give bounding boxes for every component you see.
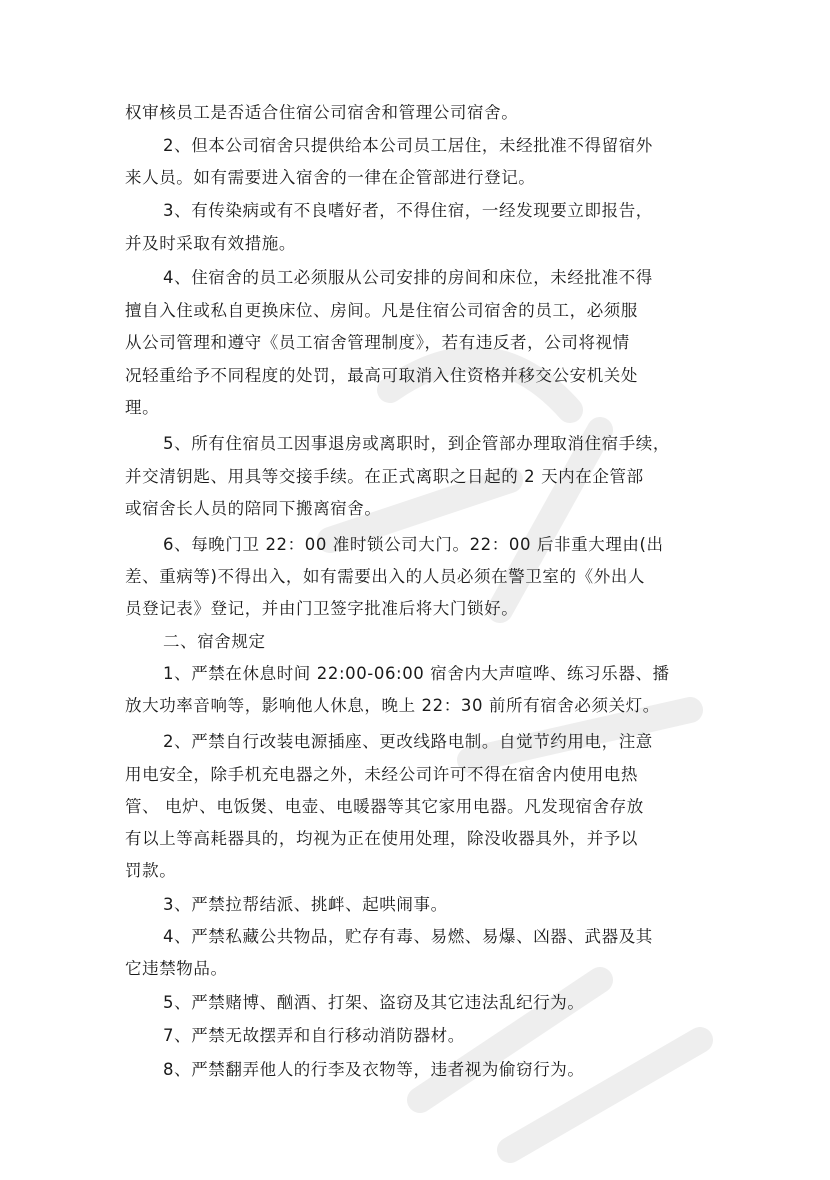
text-line: 6、每晚门卫 22：00 准时锁公司大门。22：00 后非重大理由(出: [163, 535, 664, 554]
text-line: 4、住宿舍的员工必须服从公司安排的房间和床位，未经批准不得: [163, 268, 653, 287]
text-line: 差、重病等)不得出入，如有需要出入的人员必须在警卫室的《外出人: [125, 567, 646, 586]
text-line: 从公司管理和遵守《员工宿舍管理制度》，若有违反者，公司将视情: [125, 333, 630, 352]
text-line: 并交清钥匙、用具等交接手续。在正式离职之日起的 2 天内在企管部: [125, 467, 644, 486]
text-line: 并及时采取有效措施。: [125, 234, 296, 253]
text-line: 用电安全，除手机充电器之外，未经公司许可不得在宿舍内使用电热: [125, 765, 638, 784]
text-line: 4、严禁私藏公共物品，贮存有毒、易燃、易爆、凶器、武器及其: [163, 927, 653, 946]
text-line: 况轻重给予不同程度的处罚，最高可取消入住资格并移交公安机关处: [125, 366, 638, 385]
text-line: 有以上等高耗器具的，均视为正在使用处理，除没收器具外，并予以: [125, 829, 638, 848]
text-line: 权审核员工是否适合住宿公司宿舍和管理公司宿舍。: [125, 103, 519, 122]
text-line: 理。: [125, 398, 160, 417]
text-line: 放大功率音响等，影响他人休息，晚上 22：30 前所有宿舍必须关灯。: [125, 696, 660, 715]
text-line: 擅自入住或私自更换床位、房间。凡是住宿公司宿舍的员工，必须服: [125, 301, 638, 320]
section-heading: 二、宿舍规定: [163, 632, 266, 651]
text-line: 管、 电炉、电饭煲、电壶、电暖器等其它家用电器。凡发现宿舍存放: [125, 797, 644, 816]
text-line: 1、严禁在休息时间 22:00-06:00 宿舍内大声喧哗、练习乐器、播: [163, 664, 670, 683]
text-line: 或宿舍长人员的陪同下搬离宿舍。: [125, 499, 382, 518]
text-line: 员登记表》登记，并由门卫签字批准后将大门锁好。: [125, 599, 519, 618]
text-line: 5、所有住宿员工因事退房或离职时，到企管部办理取消住宿手续，: [163, 434, 670, 453]
text-line: 2、但本公司宿舍只提供给本公司员工居住，未经批准不得留宿外: [163, 136, 653, 155]
text-line: 2、严禁自行改装电源插座、更改线路电制。自觉节约用电，注意: [163, 732, 653, 751]
text-line: 8、严禁翻弄他人的行李及衣物等，违者视为偷窃行为。: [163, 1060, 585, 1079]
text-line: 3、有传染病或有不良嗜好者，不得住宿，一经发现要立即报告，: [163, 201, 653, 220]
text-line: 5、严禁赌博、酗酒、打架、盗窃及其它违法乱纪行为。: [163, 993, 585, 1012]
text-line: 7、严禁无故摆弄和自行移动消防器材。: [163, 1026, 465, 1045]
text-line: 它违禁物品。: [125, 959, 228, 978]
text-line: 来人员。如有需要进入宿舍的一律在企管部进行登记。: [125, 168, 536, 187]
text-line: 罚款。: [125, 861, 177, 880]
text-line: 3、严禁拉帮结派、挑衅、起哄闹事。: [163, 895, 448, 914]
